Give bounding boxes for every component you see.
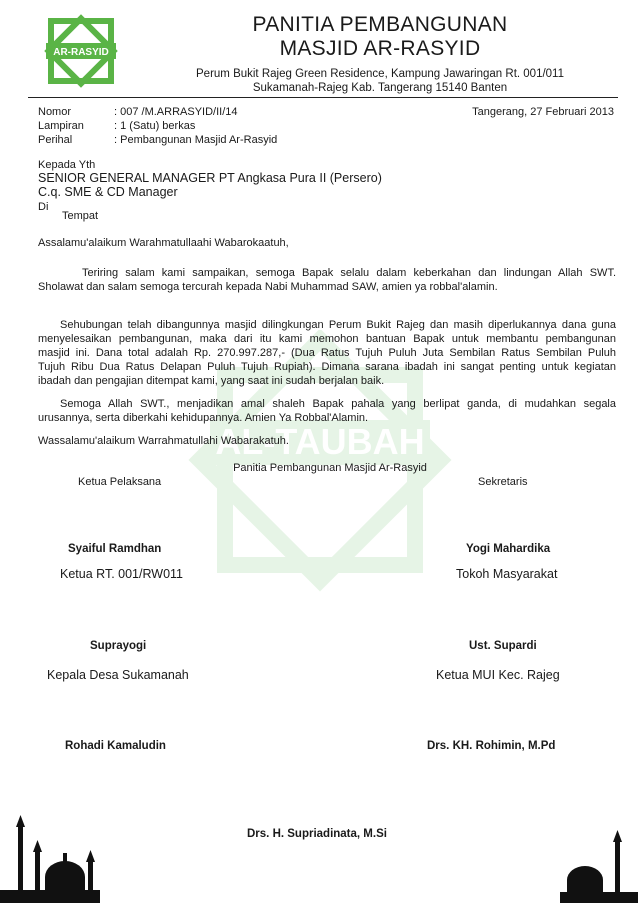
- sekretaris-label: Sekretaris: [478, 476, 528, 488]
- mosque-silhouette-right: [560, 830, 638, 903]
- p2-line-4: Tujuh Ribu Dua Ratus Delapan Puluh Tujuh Rupiah). Dimana sarana ibadah ini sangat penting untuk kegiatan: [38, 361, 616, 373]
- left3-name: Rohadi Kamaludin: [65, 740, 166, 752]
- p1-line-2: Sholawat dan salam semoga tercurah kepada Nabi Muhammad SAW, amien ya robbal'alamin.: [38, 281, 498, 293]
- p2-line-3: masjid ini. Dana total adalah Rp. 270.997.287,- (Dua Ratus Tujuh Puluh Juta Sembilan Ratus Sembilan Puluh: [38, 347, 616, 359]
- address-line-2: Sukamanah-Rajeg Kab. Tangerang 15140 Banten: [252, 82, 508, 94]
- p1-line-1: Teriring salam kami sampaikan, semoga Bapak selalu dalam keberkahan dan lindungan Allah SWT.: [82, 267, 616, 279]
- right3-name: Drs. KH. Rohimin, M.Pd: [427, 740, 556, 752]
- ketua-pelaksana-label: Ketua Pelaksana: [78, 476, 162, 488]
- bottom-name: Drs. H. Supriadinata, M.Si: [247, 828, 387, 840]
- lampiran-label: Lampiran: [38, 120, 84, 132]
- recipient-line-1: SENIOR GENERAL MANAGER PT Angkasa Pura II (Persero): [38, 171, 382, 185]
- committee-label: Panitia Pembangunan Masjid Ar-Rasyid: [233, 462, 427, 474]
- svg-text:AR-RASYID: AR-RASYID: [53, 47, 109, 58]
- org-logo-emblem: [36, 6, 126, 96]
- greeting: Assalamu'alaikum Warahmatullaahi Wabarokaatuh,: [38, 237, 289, 249]
- address-line-1: Perum Bukit Rajeg Green Residence, Kampung Jawaringan Rt. 001/011: [196, 68, 564, 80]
- tempat-label: Tempat: [62, 210, 99, 222]
- kades-role: Kepala Desa Sukamanah: [47, 668, 189, 682]
- ketua-name: Syaiful Ramdhan: [68, 543, 162, 555]
- di-label: Di: [38, 201, 49, 213]
- lampiran-value: : 1 (Satu) berkas: [114, 120, 196, 132]
- mosque-silhouette-left: [0, 815, 100, 903]
- header-divider: [28, 97, 618, 98]
- org-logo: [36, 6, 126, 96]
- sekretaris-name: Yogi Mahardika: [466, 543, 551, 555]
- closing: Wassalamu'alaikum Warrahmatullahi Wabarakatuh.: [38, 435, 289, 447]
- p2-line-5: ibadah dan pengajian ditempat kami, yang saat ini sudah berjalan baik.: [38, 375, 385, 387]
- svg-text:AL-TAUBAH: AL-TAUBAH: [215, 421, 425, 462]
- p2-line-1: Sehubungan telah dibangunnya masjid dilingkungan Perum Bukit Rajeg dan masih diperlukannya dana guna: [60, 319, 616, 331]
- tokoh-role: Tokoh Masyarakat: [456, 567, 558, 581]
- p2-line-2: menyelesaikan pembangunan, maka dari itu kami memohon bantuan Bapak untuk membantu pembangunan: [38, 333, 616, 345]
- mui-role: Ketua MUI Kec. Rajeg: [436, 668, 560, 682]
- perihal-label: Perihal: [38, 134, 73, 146]
- ketua-rt-role: Ketua RT. 001/RW011: [60, 567, 183, 581]
- perihal-value: : Pembangunan Masjid Ar-Rasyid: [114, 134, 278, 146]
- p3-line-1: Semoga Allah SWT., menjadikan amal shaleh Bapak pahala yang berlipat ganda, di mudahkan segala: [60, 398, 616, 410]
- title-line-2: MASJID AR-RASYID: [279, 37, 481, 60]
- place-date: Tangerang, 27 Februari 2013: [472, 106, 614, 118]
- title-line-1: PANITIA PEMBANGUNAN: [252, 13, 508, 36]
- kades-name: Suprayogi: [90, 640, 147, 652]
- nomor-value: : 007 /M.ARRASYID/II/14: [114, 106, 238, 118]
- p3-line-2: urusannya, serta diberkahi kehidupannya. Amien Ya Robbal'Alamin.: [38, 412, 369, 424]
- recipient-line-2: C.q. SME & CD Manager: [38, 185, 178, 199]
- mui-name: Ust. Supardi: [469, 640, 537, 652]
- nomor-label: Nomor: [38, 106, 72, 118]
- kepada-label: Kepada Yth: [38, 159, 96, 171]
